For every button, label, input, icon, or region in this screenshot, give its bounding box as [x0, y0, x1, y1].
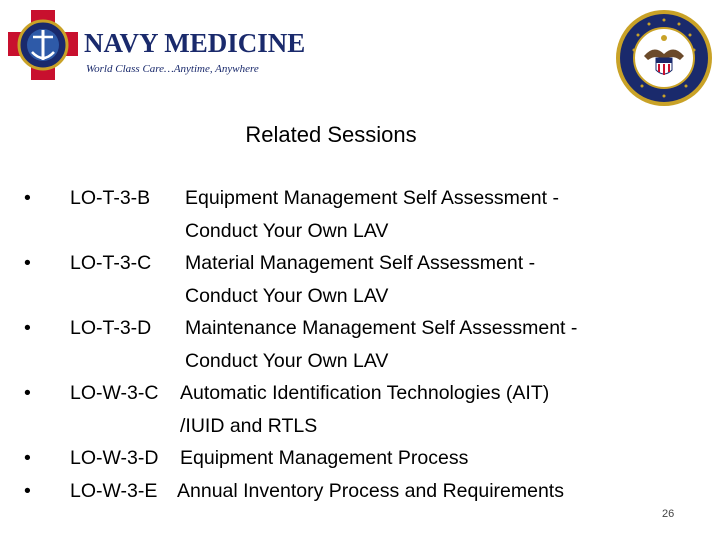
session-code: LO-T-3-B [70, 187, 151, 209]
session-description [180, 442, 577, 475]
session-item [24, 312, 577, 377]
session-code: LO-T-3-D [70, 317, 152, 339]
session-description-line: Equipment Management Self Assessment - [185, 187, 559, 209]
bullet-icon: • [24, 252, 31, 274]
session-description [185, 182, 577, 247]
session-item [24, 377, 577, 442]
bullet-icon: • [24, 382, 31, 404]
session-code: LO-W-3-E [70, 479, 158, 502]
page-number: 26 [662, 508, 675, 520]
slide-title: Related Sessions [245, 122, 417, 147]
bullet-icon: • [24, 447, 31, 469]
session-description-line: Conduct Your Own LAV [185, 219, 389, 242]
session-description-line: Conduct Your Own LAV [185, 349, 389, 372]
session-description [177, 475, 577, 508]
session-description-line: Material Management Self Assessment - [185, 252, 536, 274]
session-item [24, 247, 577, 312]
session-code: LO-T-3-C [70, 252, 152, 274]
navy-medicine-logo [8, 10, 306, 82]
session-description-line: Automatic Identification Technologies (AIT) [180, 382, 550, 404]
session-description-line: Conduct Your Own LAV [185, 284, 389, 307]
logo-title: NAVY MEDICINE [84, 28, 306, 58]
session-description-line: Maintenance Management Self Assessment - [185, 317, 578, 339]
session-description [180, 377, 577, 442]
session-description [185, 312, 577, 377]
bullet-icon: • [24, 317, 31, 339]
session-item [24, 182, 577, 247]
session-code: LO-W-3-D [70, 447, 159, 469]
session-code: LO-W-3-C [70, 382, 159, 404]
session-item [24, 475, 577, 508]
session-item [24, 442, 577, 475]
session-description-line: Annual Inventory Process and Requirements [177, 479, 564, 502]
bullet-icon: • [24, 187, 31, 209]
logo-tagline: World Class Care…Anytime, Anywhere [86, 63, 259, 75]
session-description-line: Equipment Management Process [180, 447, 469, 469]
related-sessions-list [24, 182, 577, 507]
bullet-icon: • [24, 479, 31, 502]
department-of-navy-seal [614, 8, 714, 108]
session-description [185, 247, 577, 312]
session-description-line: /IUID and RTLS [180, 414, 318, 437]
